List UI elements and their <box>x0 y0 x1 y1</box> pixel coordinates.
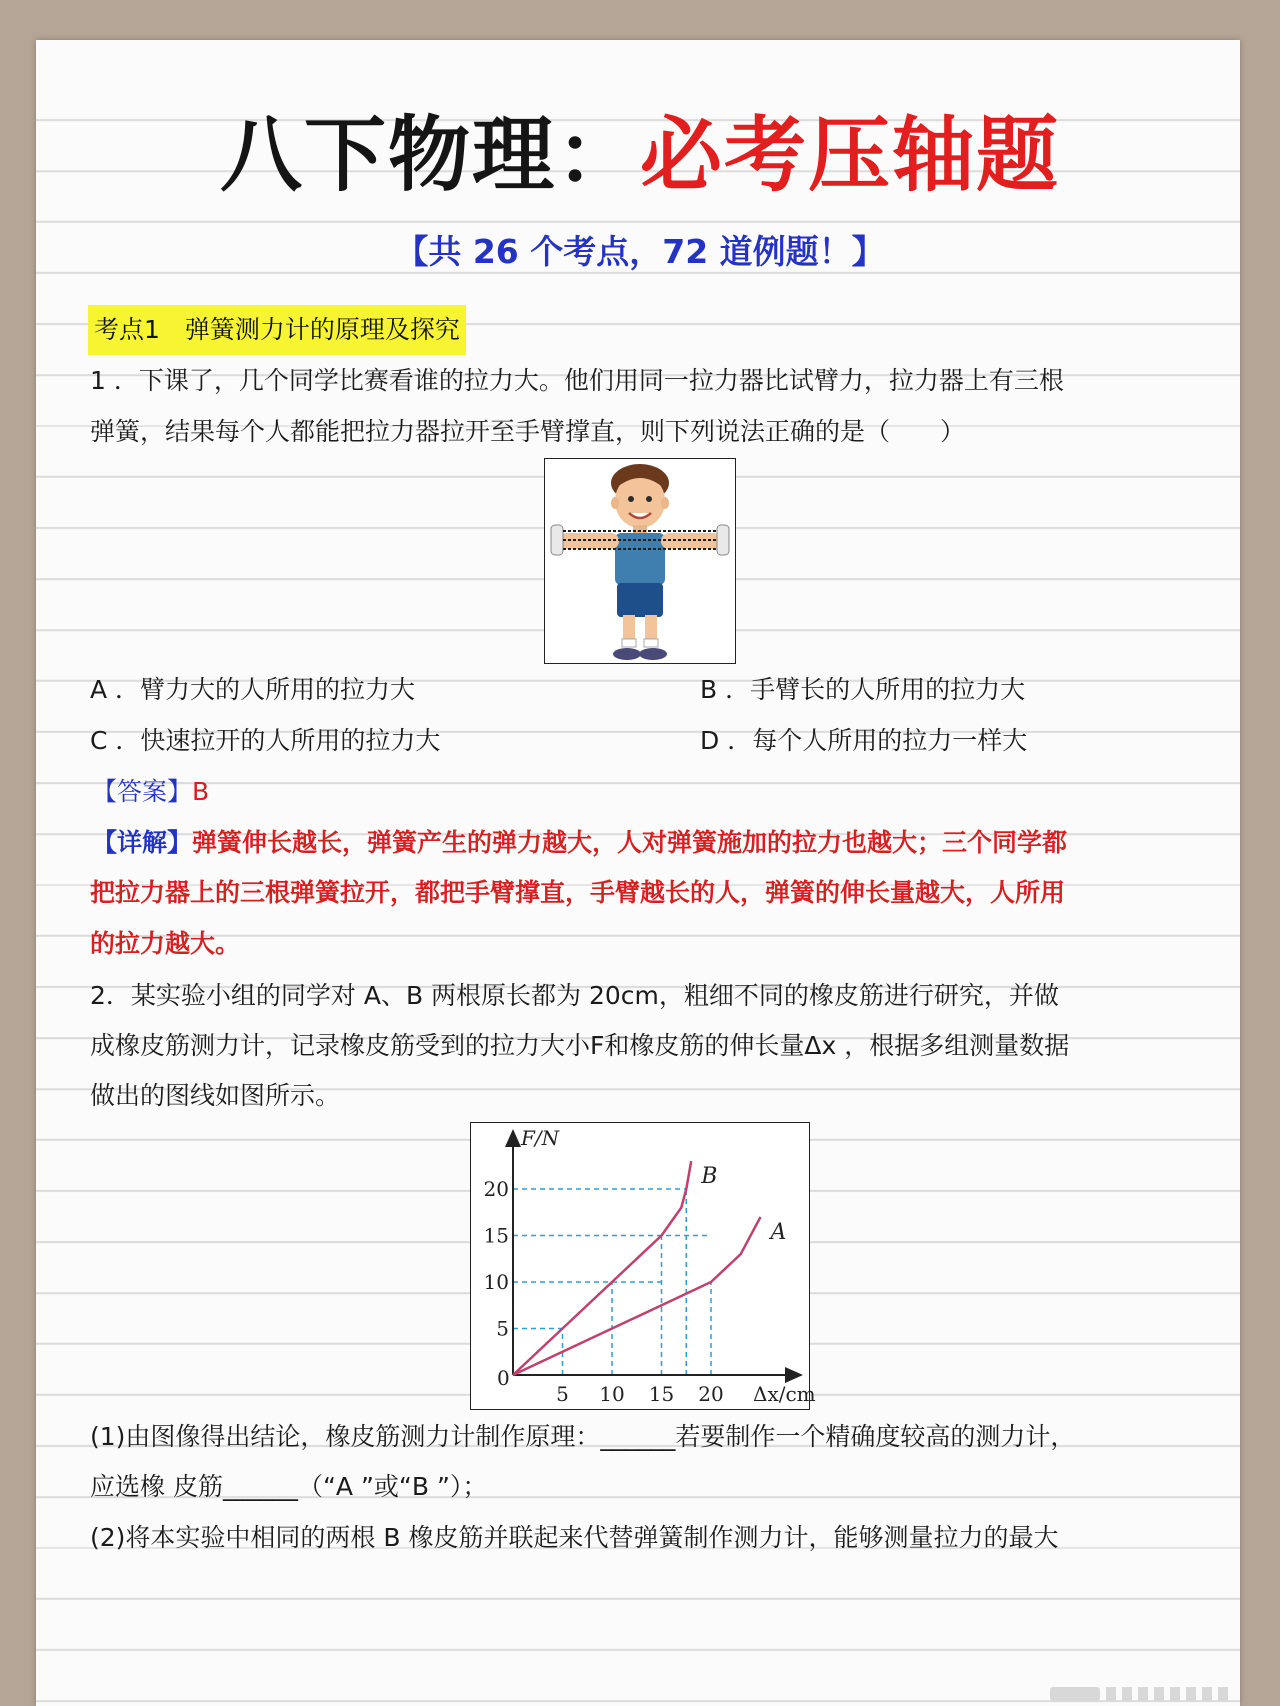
series-A-line <box>513 1217 761 1375</box>
force-extension-chart <box>470 1122 816 1410</box>
q2-sub1-line1: (1)由图像得出结论，橡皮筋测力计制作原理：______若要制作一个精确度较高的测力计， <box>90 1422 1076 1451</box>
answer-label: 【答案】 <box>92 777 193 806</box>
x-axis-label: Δx/cm <box>753 1382 816 1406</box>
q1-stem-line2: 弹簧，结果每个人都能把拉力器拉开至手臂撑直，则下列说法正确的是（ ） <box>90 417 966 446</box>
page-subtitle: 【共 26 个考点，72 道例题！】 <box>395 232 885 271</box>
q1-explain-line1 <box>92 823 1067 863</box>
x-tick-10: 10 <box>599 1382 625 1406</box>
series-B-line <box>513 1161 691 1375</box>
y-tick-15: 15 <box>483 1223 509 1248</box>
answer-value: B <box>192 777 210 806</box>
title-prefix: 八下物理： <box>219 107 640 203</box>
page-title <box>0 105 1280 205</box>
q1-stem-line1: 1 ．下课了，几个同学比赛看谁的拉力大。他们用同一拉力器比试臂力，拉力器上有三根 <box>90 366 1064 395</box>
x-tick-20: 20 <box>698 1382 724 1406</box>
q1-explain-line2: 把拉力器上的三根弹簧拉开，都把手臂撑直，手臂越长的人，弹簧的伸长量越大，人所用 <box>90 878 1066 907</box>
y-tick-20: 20 <box>483 1177 509 1201</box>
q1-option-d: D ．每个人所用的拉力一样大 <box>700 726 1028 755</box>
q1-answer <box>92 772 209 812</box>
q2-stem-line2: 成橡皮筋测力计，记录橡皮筋受到的拉力大小F和橡皮筋的伸长量Δx ，根据多组测量数据 <box>90 1031 1070 1060</box>
x-tick-15: 15 <box>648 1382 675 1406</box>
y-tick-5: 5 <box>496 1316 509 1341</box>
q1-explain-line3: 的拉力越大。 <box>90 929 241 958</box>
origin-label: 0 <box>497 1366 510 1390</box>
y-axis-label: F/N <box>521 1126 560 1150</box>
q1-option-b: B ．手臂长的人所用的拉力大 <box>700 675 1026 704</box>
explain-label: 【详解】 <box>92 828 193 857</box>
series-A-label: A <box>770 1219 787 1245</box>
y-tick-10: 10 <box>483 1270 509 1294</box>
explain-text-1: 弹簧伸长越长，弹簧产生的弹力越大，人对弹簧施加的拉力也越大；三个同学都 <box>192 828 1068 857</box>
q1-option-c: C ．快速拉开的人所用的拉力大 <box>90 726 441 755</box>
section-tag: 考点1 弹簧测力计的原理及探究 <box>88 305 466 355</box>
title-highlight: 必考压轴题 <box>640 107 1061 203</box>
q1-option-a: A ．臂力大的人所用的拉力大 <box>90 675 416 704</box>
q2-stem-line3: 做出的图线如图所示。 <box>90 1081 341 1110</box>
q2-sub1-line2: 应选橡 皮筋______（“A ”或“B ”）； <box>90 1472 488 1501</box>
q2-stem-line1: 2．某实验小组的同学对 A、B 两根原长都为 20cm，粗细不同的橡皮筋进行研究，并做 <box>90 981 1059 1010</box>
x-tick-5: 5 <box>556 1382 569 1406</box>
q2-sub2-line1: (2)将本实验中相同的两根 B 橡皮筋并联起来代替弹簧制作测力计，能够测量拉力的最大 <box>90 1523 1059 1552</box>
series-B-label: B <box>701 1164 718 1190</box>
boy-with-chest-expander-figure <box>544 458 736 664</box>
scan-watermark-strip <box>1050 1685 1240 1703</box>
